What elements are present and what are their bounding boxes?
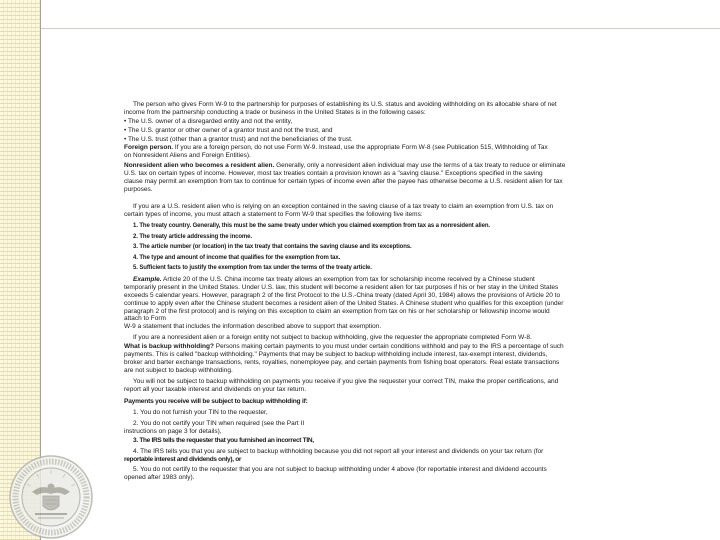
document-text: [124, 101, 565, 482]
subject-if-item: [124, 448, 565, 464]
subject-if-line: opened after 1983 only).: [124, 473, 195, 481]
treaty-item: 1. The treaty country. Generally, this must be the same treaty under which you claimed exemption from tax as a nonresident alien.: [133, 223, 490, 229]
nonresident-note-paragraph: [124, 334, 565, 342]
example-line: paragraph 2 of the first protocol) and is relying on this exception to claim an exemption from tax on his or her scholarship or fellowship income would: [124, 307, 550, 315]
subject-if-line: reportable interest and dividends only), or: [124, 455, 242, 463]
subject-if-line: 5. You do not certify to the requester that you are not subject to backup withholding under 4 above (for reportable interest and dividend accounts: [133, 465, 547, 473]
nonresident-alien-heading: Nonresident alien who becomes a resident alien.: [124, 162, 275, 169]
backup-withholding-line: broker and barter exchange transactions, rents, royalties, nonemployee pay, and certain payments from fishing boat operators. Real estate transactions: [124, 358, 560, 366]
treaty-item: 5. Sufficient facts to justify the exemption from tax under the terms of the treaty article.: [133, 265, 372, 271]
subject-if-line: instructions on page 3 for details),: [124, 427, 222, 435]
example-text: Article 20 of the U.S. China income tax treaty allows an exemption from tax for scholarship income received by a Chinese student: [161, 276, 535, 283]
backup-withholding-line: [124, 343, 565, 351]
subject-if-line: 4. The IRS tells you that you are subject to backup withholding because you did not report all your interest and dividends on your tax return (for: [133, 447, 544, 455]
foreign-person-text: If you are a foreign person, do not use Form W-9. Instead, use the appropriate Form W-8 (see Publication 515, Withholding of Tax: [173, 144, 548, 151]
foreign-person-line: [124, 144, 565, 152]
partnership-line: income from the partnership conducting a trade or business in the United States is in the following cases:: [124, 109, 426, 116]
partnership-paragraph: [124, 101, 565, 117]
treaty-statement-line: certain types of income, you must attach a statement to Form W-9 that specifies the following five items:: [124, 211, 423, 218]
treaty-statement-line: If you are a U.S. resident alien who is relying on an exception contained in the saving clause of a tax treaty to claim an exemption from U.S. tax on: [133, 203, 554, 210]
foreign-person-heading: Foreign person.: [124, 144, 174, 151]
example-paragraph: [124, 276, 565, 331]
subject-if-heading: Payments you receive will be subject to backup withholding if:: [124, 397, 308, 405]
nonresident-alien-line: clause may permit an exemption from tax to continue for certain types of income even after the payee has otherwise become a U.S. resident alien for tax: [124, 178, 563, 185]
nonresident-note-line: If you are a nonresident alien or a foreign entity not subject to backup withholding, give the requester the appropriate completed Form W-8.: [133, 333, 532, 341]
subject-if-line: 2. You do not certify your TIN when required (see the Part II: [133, 419, 305, 427]
example-line: W-9 a statement that includes the information described above to support that exemption.: [124, 323, 382, 331]
backup-withholding-heading: What is backup withholding?: [124, 342, 214, 350]
subject-if-item: [124, 409, 565, 417]
example-line: exceeds 5 calendar years. However, paragraph 2 of the first Protocol to the U.S.-China treaty (dated April 30, 1984) allows the provisions of Article 20 to: [124, 291, 561, 299]
example-line: temporarily present in the United States. Under U.S. law, this student will become a resident alien for tax purposes if his or her stay in the United States: [124, 283, 559, 291]
seal-logo: [8, 454, 94, 540]
subject-if-line: 1. You do not furnish your TIN to the requester,: [133, 408, 268, 416]
example-line: attach to Form: [124, 315, 166, 323]
partnership-bullet-list: [124, 117, 565, 144]
backup-withholding-text: Persons making certain payments to you must under certain conditions withhold and pay to the IRS a percentage of such: [213, 342, 564, 350]
not-subject-line: report all your taxable interest and dividends on your tax return.: [124, 385, 307, 393]
bullet-item: • The U.S. trust (other than a grantor trust) and not the beneficiaries of the trust.: [124, 136, 353, 143]
subject-if-item: [124, 437, 565, 445]
example-line: [124, 276, 565, 284]
nonresident-alien-text: Generally, only a nonresident alien individual may use the terms of a tax treaty to reduce or eliminate: [274, 162, 566, 169]
foreign-person-paragraph: [124, 144, 565, 160]
subject-if-item: [124, 420, 565, 436]
top-rule: [41, 28, 720, 29]
bullet-item: • The U.S. grantor or other owner of a grantor trust and not the trust, and: [124, 127, 333, 134]
seal-icon: [8, 454, 94, 540]
backup-withholding-line: payments. This is called "backup withholding." Payments that may be subject to backup withholding include interest, tax-exempt interest, dividends,: [124, 350, 548, 358]
treaty-items-list: [124, 221, 565, 274]
nonresident-alien-line: U.S. tax on certain types of income. However, most tax treaties contain a provision known as a "saving clause." Exceptions specified in the saving: [124, 170, 543, 177]
example-heading: Example.: [133, 276, 162, 283]
foreign-person-line: on Nonresident Aliens and Foreign Entities).: [124, 152, 251, 159]
treaty-item: 3. The article number (or location) in the tax treaty that contains the saving clause and its exceptions.: [133, 244, 412, 250]
example-line: continue to apply even after the Chinese student becomes a resident alien of the United States. A Chinese student who qualifies for this exception (under: [124, 299, 564, 307]
not-subject-paragraph: [124, 378, 565, 394]
nonresident-alien-line: [124, 162, 565, 170]
treaty-item: 2. The treaty article addressing the income.: [133, 233, 252, 240]
partnership-line: The person who gives Form W-9 to the partnership for purposes of establishing its U.S. status and avoiding withholding on its allocable share of net: [133, 101, 557, 108]
backup-withholding-paragraph: [124, 343, 565, 375]
backup-withholding-line: are not subject to backup withholding.: [124, 366, 233, 374]
treaty-statement-paragraph: [124, 203, 565, 219]
subject-if-item: [124, 466, 565, 482]
not-subject-line: You will not be subject to backup withholding on payments you receive if you give the requester your correct TIN, make the proper certifications, and: [133, 377, 559, 385]
subject-if-line: 3. The IRS tells the requester that you furnished an incorrect TIN,: [133, 436, 314, 444]
nonresident-alien-paragraph: [124, 162, 565, 194]
treaty-item: 4. The type and amount of income that qualifies for the exemption from tax.: [133, 254, 341, 261]
nonresident-alien-line: purposes.: [124, 186, 153, 193]
bullet-item: • The U.S. owner of a disregarded entity and not the entity,: [124, 118, 293, 125]
